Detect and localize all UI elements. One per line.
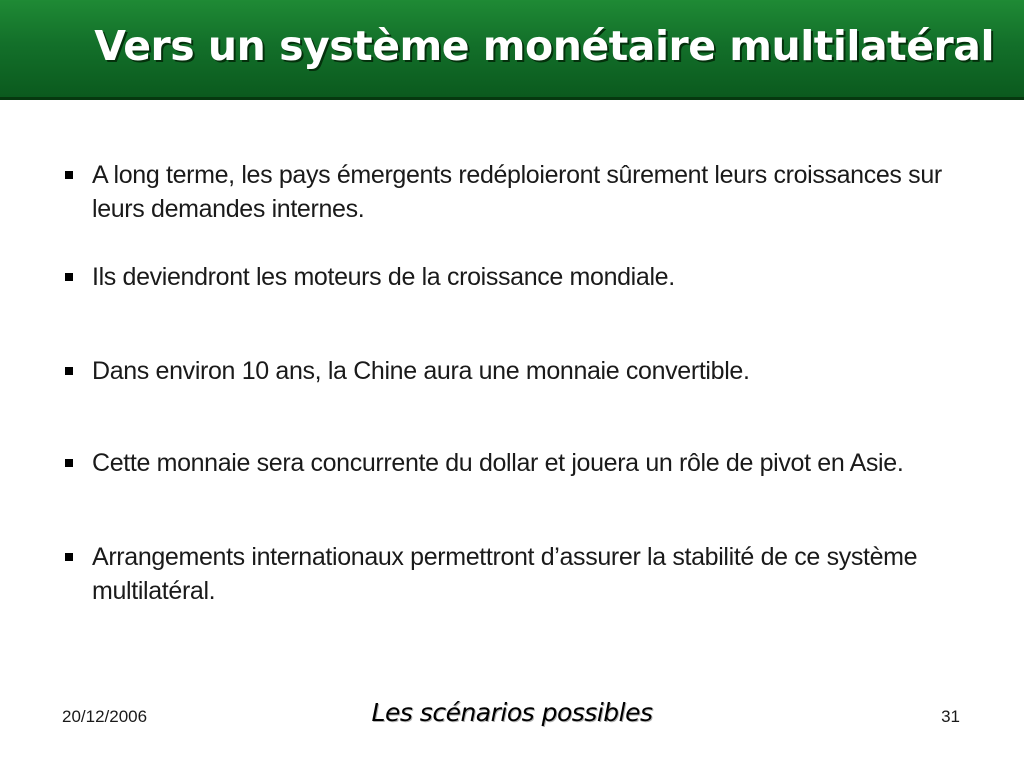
bullet-text: Ils deviendront les moteurs de la croissance mondiale. xyxy=(92,263,675,291)
bullet-item xyxy=(62,260,962,294)
page-number: 31 xyxy=(941,707,960,726)
bullet-item xyxy=(62,540,962,608)
bullet-text: Cette monnaie sera concurrente du dollar et jouera un rôle de pivot en Asie. xyxy=(92,449,904,477)
bullet-item xyxy=(62,158,962,226)
square-bullet-icon xyxy=(62,540,92,574)
footer-date: 20/12/2006 xyxy=(62,707,148,726)
square-bullet-icon xyxy=(62,354,92,388)
bullet-text: Dans environ 10 ans, la Chine aura une monnaie convertible. xyxy=(92,357,750,385)
title-bar xyxy=(0,0,1024,100)
bullet-text: A long terme, les pays émergents redéploieront sûrement leurs croissances sur leurs demandes internes. xyxy=(92,161,942,223)
square-bullet-icon xyxy=(62,446,92,480)
square-bullet-icon xyxy=(62,260,92,294)
footer-section-title: Les scénarios possibles xyxy=(371,698,653,727)
bullet-text: Arrangements internationaux permettront d’assurer la stabilité de ce système multilatéral. xyxy=(92,543,918,605)
square-bullet-icon xyxy=(62,158,92,192)
bullet-item xyxy=(62,354,962,388)
bullet-item xyxy=(62,446,962,480)
slide-title: Vers un système monétaire multilatéral xyxy=(94,22,994,70)
